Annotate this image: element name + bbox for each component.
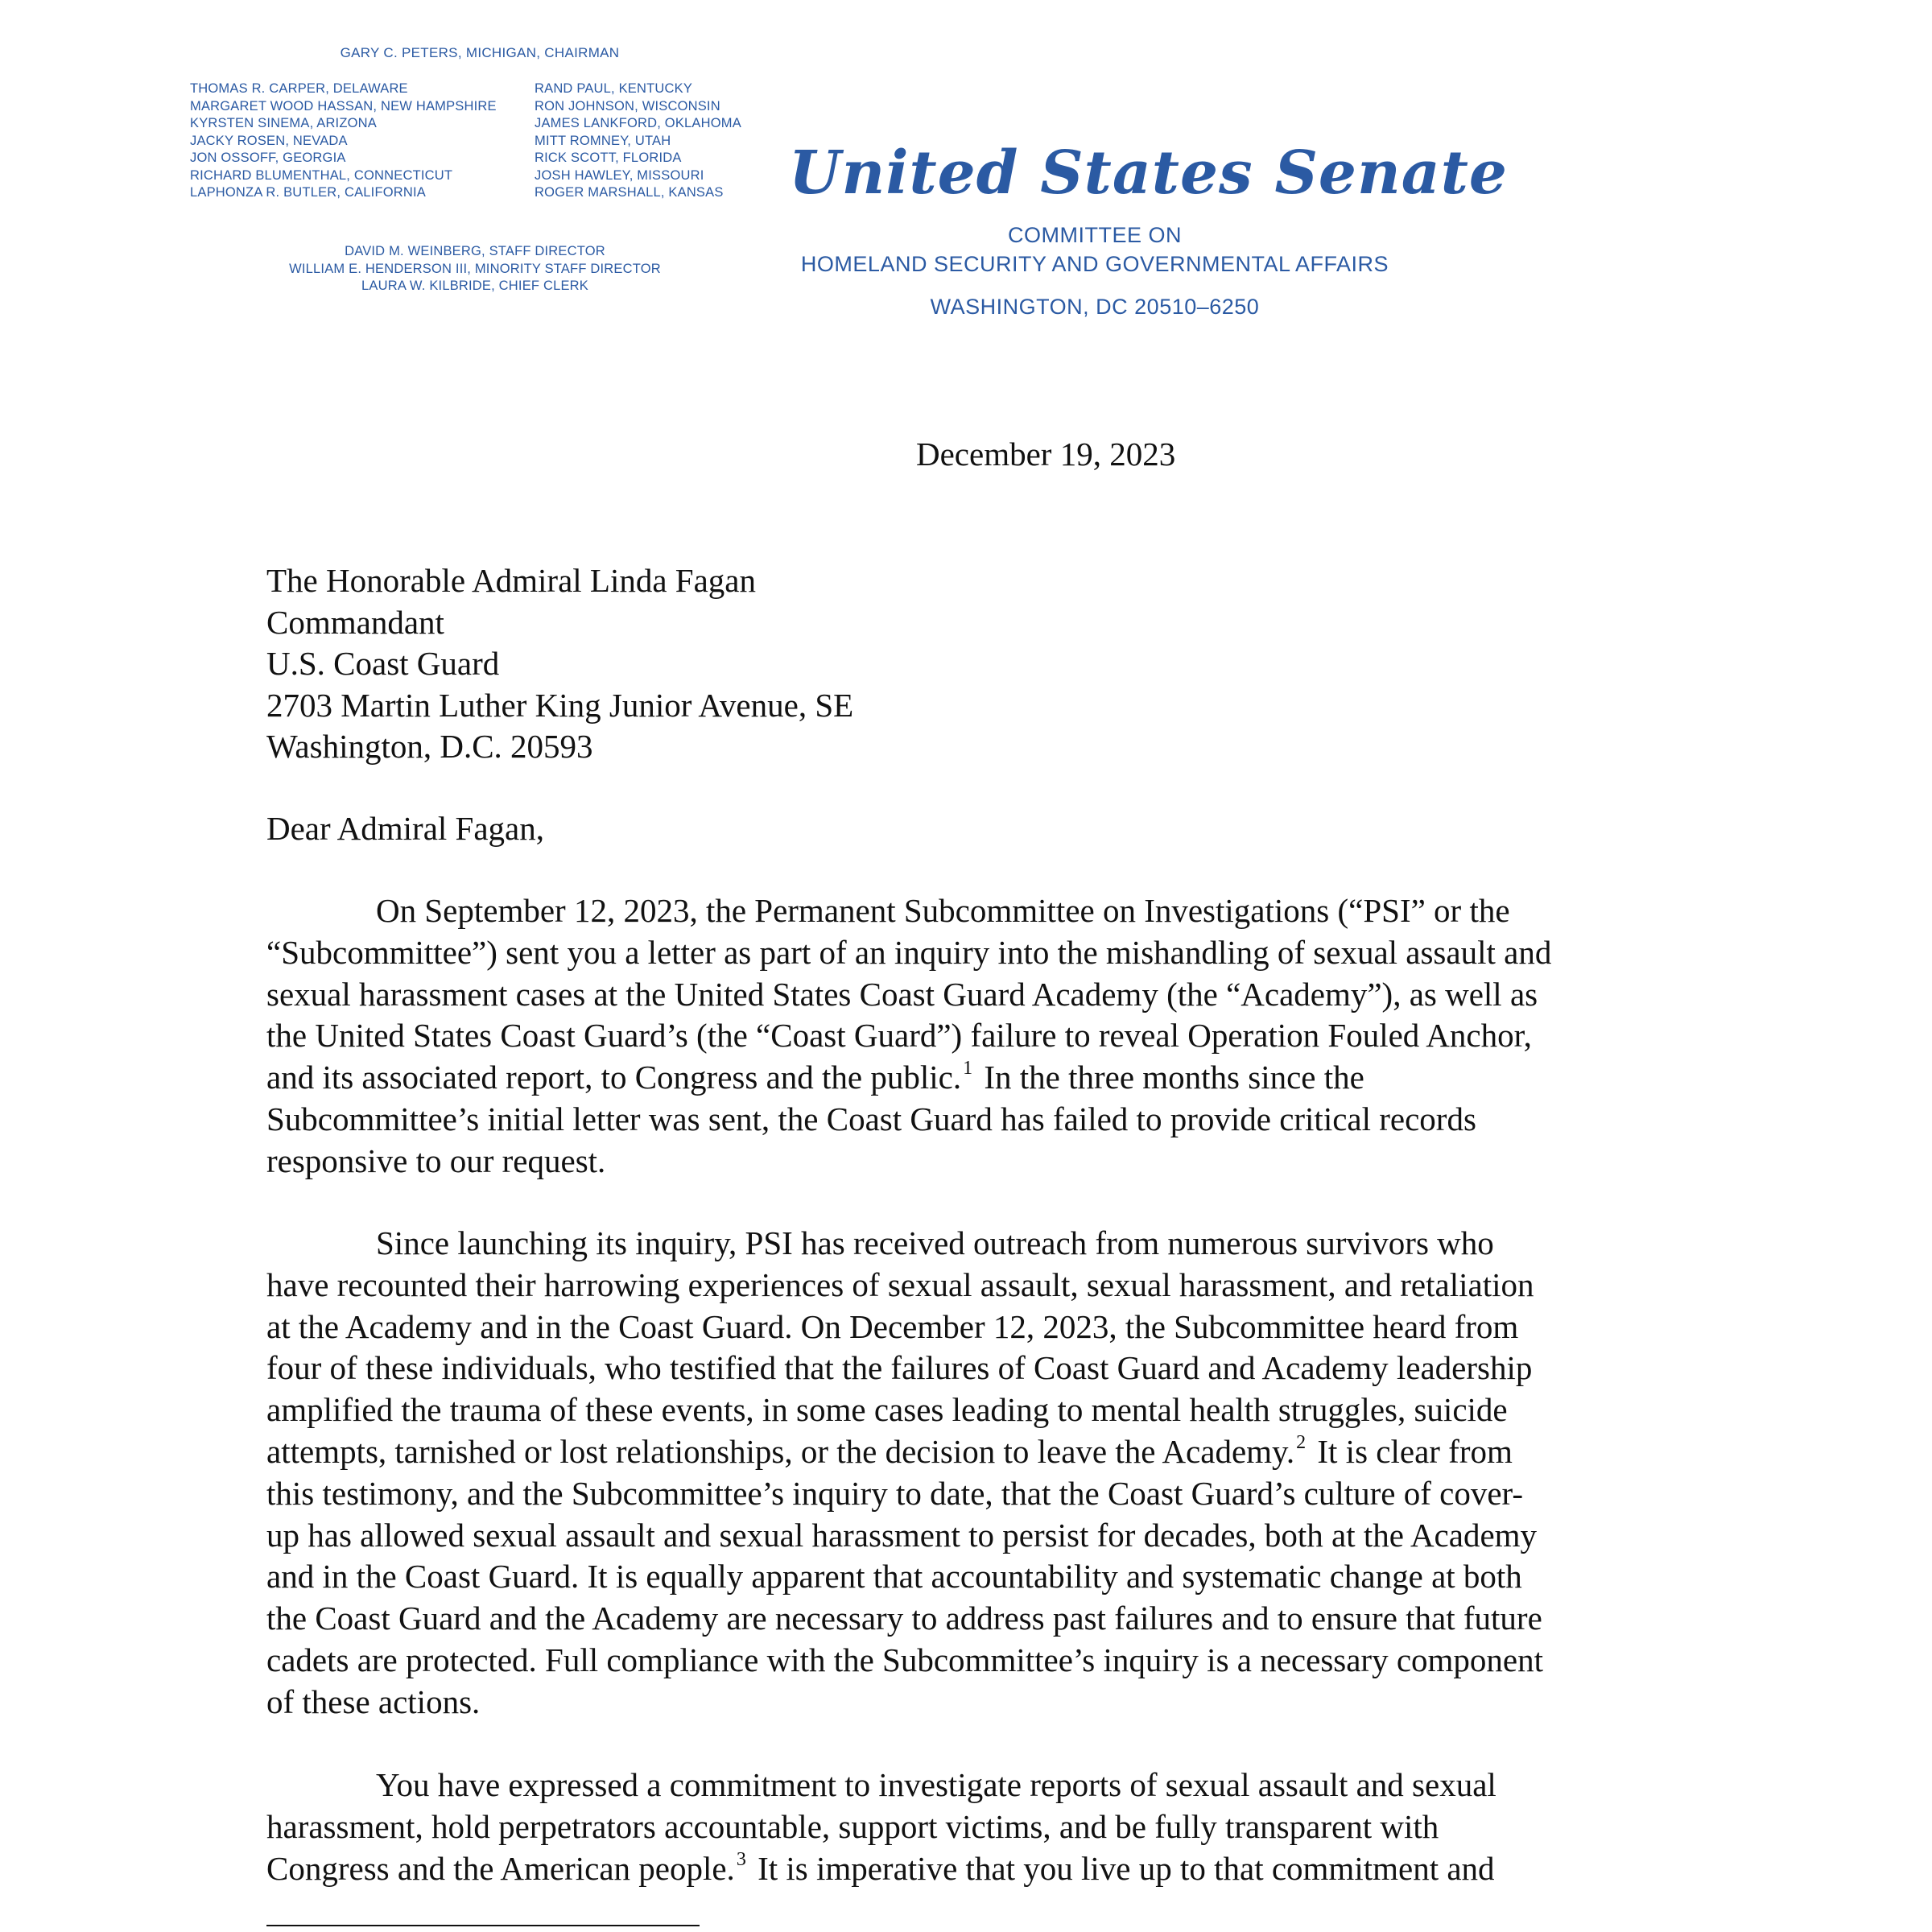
staff-list [266, 243, 684, 295]
text-line: cadets are protected. Full compliance with the Subcommittee’s inquiry is a necessary component [266, 1641, 1544, 1678]
text-segment: and its associated report, to Congress and the public. [266, 1059, 962, 1096]
text-line: the Coast Guard and the Academy are necessary to address past failures and to ensure that future [266, 1600, 1542, 1637]
member-name: LAPHONZA R. BUTLER, CALIFORNIA [190, 185, 426, 200]
member-name: RON JOHNSON, WISCONSIN [535, 98, 720, 114]
address-line: U.S. Coast Guard [266, 645, 500, 682]
member-name: RICHARD BLUMENTHAL, CONNECTICUT [190, 167, 453, 183]
staff-name: LAURA W. KILBRIDE, CHIEF CLERK [361, 279, 588, 293]
text-line: have recounted their harrowing experiences of sexual assault, sexual harassment, and retaliation [266, 1265, 1534, 1303]
majority-members-list [190, 80, 497, 202]
member-name: JAMES LANKFORD, OKLAHOMA [535, 116, 741, 130]
text-line: Since launching its inquiry, PSI has received outreach from numerous survivors who [376, 1224, 1494, 1261]
member-name: KYRSTEN SINEMA, ARIZONA [190, 116, 377, 130]
member-name: RAND PAUL, KENTUCKY [535, 81, 693, 96]
committee-address: WASHINGTON, DC 20510–6250 [930, 295, 1260, 319]
text-line: this testimony, and the Subcommittee’s inquiry to date, that the Coast Guard’s culture of cover- [266, 1474, 1524, 1512]
text-line: On September 12, 2023, the Permanent Subcommittee on Investigations (“PSI” or the [376, 892, 1510, 929]
member-name: MITT ROMNEY, UTAH [535, 133, 671, 148]
text-line: up has allowed sexual assault and sexual harassment to persist for decades, both at the Academy [266, 1516, 1538, 1554]
text-line [266, 1057, 1675, 1099]
footnote-divider [266, 1925, 700, 1926]
staff-name: DAVID M. WEINBERG, STAFF DIRECTOR [345, 244, 605, 258]
footnote-mark: 2 [1296, 1431, 1307, 1453]
text-line: the United States Coast Guard’s (the “Coast Guard”) failure to reveal Operation Fouled Anchor, [266, 1017, 1532, 1055]
text-line: harassment, hold perpetrators accountable, support victims, and be fully transparent with [266, 1807, 1439, 1845]
committee-chairman: GARY C. PETERS, MICHIGAN, CHAIRMAN [340, 45, 620, 60]
committee-line: COMMITTEE ON [1008, 223, 1182, 247]
member-name: JACKY ROSEN, NEVADA [190, 133, 348, 148]
text-segment: Congress and the American people. [266, 1849, 735, 1887]
text-line: Subcommittee’s initial letter was sent, the Coast Guard has failed to provide critical records [266, 1100, 1476, 1137]
committee-name: HOMELAND SECURITY AND GOVERNMENTAL AFFAIRS [800, 252, 1389, 276]
address-line: 2703 Martin Luther King Junior Avenue, SE [266, 686, 854, 724]
staff-name: WILLIAM E. HENDERSON III, MINORITY STAFF DIRECTOR [289, 261, 661, 276]
member-name: THOMAS R. CARPER, DELAWARE [190, 81, 408, 96]
member-name: JON OSSOFF, GEORGIA [190, 151, 346, 165]
address-line: The Honorable Admiral Linda Fagan [266, 562, 756, 599]
text-line: amplified the trauma of these events, in some cases leading to mental health struggles, suicide [266, 1391, 1508, 1429]
text-line: responsive to our request. [266, 1141, 606, 1179]
body-paragraph-3 [266, 1765, 1675, 1889]
member-name: MARGARET WOOD HASSAN, NEW HAMPSHIRE [190, 98, 497, 114]
text-segment: attempts, tarnished or lost relationships, or the decision to leave the Academy. [266, 1432, 1295, 1470]
text-line [266, 1848, 1675, 1890]
body-paragraph-1 [266, 890, 1675, 1183]
text-line: at the Academy and in the Coast Guard. On December 12, 2023, the Subcommittee heard from [266, 1307, 1519, 1345]
text-segment: It is clear from [1317, 1432, 1513, 1470]
text-line: of these actions. [266, 1682, 481, 1720]
text-line: and in the Coast Guard. It is equally apparent that accountability and systematic change at both [266, 1558, 1522, 1596]
recipient-address [266, 560, 853, 768]
address-line: Commandant [266, 603, 444, 641]
text-line: sexual harassment cases at the United States Coast Guard Academy (the “Academy”), as well as [266, 975, 1538, 1013]
senate-wordmark: United States Senate [789, 138, 1509, 208]
letter-date: December 19, 2023 [916, 436, 1176, 473]
text-line [266, 1431, 1675, 1473]
text-segment: It is imperative that you live up to that commitment and [758, 1849, 1495, 1887]
member-name: RICK SCOTT, FLORIDA [535, 151, 682, 165]
address-line: Washington, D.C. 20593 [266, 728, 593, 765]
salutation: Dear Admiral Fagan, [266, 810, 544, 847]
minority-members-list [535, 80, 741, 202]
text-segment: In the three months since the [984, 1059, 1364, 1096]
body-paragraph-2 [266, 1223, 1675, 1724]
text-line: four of these individuals, who testified that the failures of Coast Guard and Academy leadership [266, 1349, 1533, 1387]
text-line: “Subcommittee”) sent you a letter as part of an inquiry into the mishandling of sexual assault and [266, 933, 1552, 971]
footnote-mark: 1 [963, 1058, 973, 1080]
member-name: ROGER MARSHALL, KANSAS [535, 185, 724, 200]
member-name: JOSH HAWLEY, MISSOURI [535, 167, 704, 183]
footnote-mark: 3 [736, 1848, 746, 1870]
committee-block [773, 221, 1417, 321]
text-line: You have expressed a commitment to investigate reports of sexual assault and sexual [376, 1766, 1496, 1803]
